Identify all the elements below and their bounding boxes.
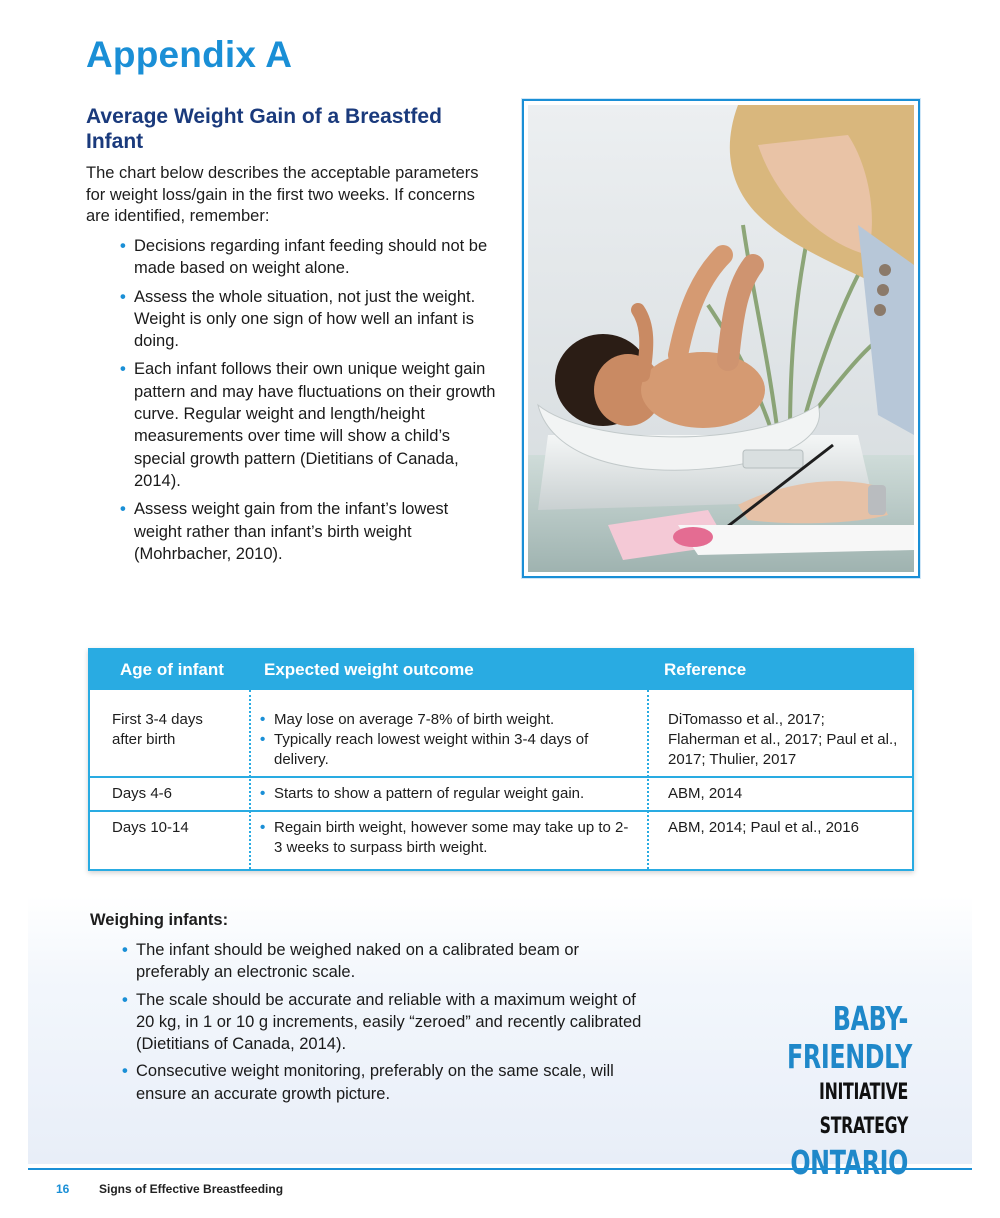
header-reference: Reference (664, 660, 747, 679)
infant-weighing-photo (528, 105, 914, 572)
weighing-title: Weighing infants: (90, 911, 229, 929)
table-cell-outcome (260, 784, 645, 804)
list-item: • The infant should be weighed naked on a calibrated beam or preferably an electronic scale. (122, 941, 580, 982)
header-outcome: Expected weight outcome (264, 660, 474, 679)
table-cell-age: Days 4-6 (112, 785, 173, 802)
page-heading: Appendix A (86, 34, 293, 75)
weighing-list (122, 939, 642, 1110)
photo-frame (522, 99, 920, 578)
list-item: • Each infant follows their own unique weight gain pattern and may have fluctuations on their growth curve. Regular weight and length/height measurements over time will show a child’s special growth pattern (Dietitians of Canada, 2014). (120, 360, 496, 490)
photo-illustration (528, 105, 914, 572)
logo-line-1: BABY-FRIENDLY (787, 999, 913, 1076)
table-cell-reference: ABM, 2014; Paul et al., 2016 (668, 819, 859, 836)
table-cell-outcome (260, 710, 635, 770)
table-header (90, 650, 912, 690)
bullet-icon: • (122, 941, 128, 959)
list-item: • The scale should be accurate and reliable with a maximum weight of 20 kg, in 1 or 10 g increments, easily “zeroed” and recently calibrated (Dietitians of Canada, 2014). (122, 990, 642, 1054)
guidance-list (120, 235, 498, 571)
bullet-icon: • (122, 990, 128, 1009)
bullet-icon: • (120, 287, 126, 306)
list-item: • Starts to show a pattern of regular weight gain. (260, 785, 585, 802)
table-cell-age: Days 10-14 (112, 819, 189, 836)
list-item: • Typically reach lowest weight within 3-4 days of delivery. (260, 731, 589, 768)
list-item: • Regain birth weight, however some may take up to 2-3 weeks to surpass birth weight. (260, 819, 629, 856)
row-divider (90, 776, 912, 778)
list-item: • Assess the whole situation, not just the weight. Weight is only one sign of how well an infant is doing. (120, 287, 476, 351)
page-number: 16 (56, 1182, 70, 1196)
logo-line-3: ONTARIO (790, 1143, 908, 1182)
column-divider (249, 690, 251, 869)
bullet-icon: • (260, 731, 266, 748)
baby-friendly-logo (787, 999, 913, 1182)
column-divider (647, 690, 649, 869)
bullet-icon: • (120, 500, 126, 519)
footer-divider (28, 1168, 972, 1170)
bullet-icon: • (120, 360, 126, 379)
table-cell-reference: DiTomasso et al., 2017; Flaherman et al., 2017; Paul et al., 2017; Thulier, 2017 (668, 711, 898, 768)
bullet-icon: • (260, 785, 266, 802)
table-cell-reference: ABM, 2014 (668, 785, 743, 802)
list-item: • May lose on average 7-8% of birth weight. (260, 711, 555, 728)
list-item: • Decisions regarding infant feeding should not be made based on weight alone. (120, 237, 488, 278)
bullet-icon: • (122, 1062, 128, 1081)
list-item: • Consecutive weight monitoring, preferably on the same scale, will ensure an accurate growth picture. (122, 1062, 614, 1103)
header-age: Age of infant (120, 660, 224, 679)
footer-title: Signs of Effective Breastfeeding (99, 1182, 284, 1196)
logo-line-2: INITIATIVE STRATEGY (819, 1080, 908, 1139)
bullet-icon: • (120, 237, 126, 255)
bullet-icon: • (260, 819, 266, 836)
list-item: • Assess weight gain from the infant’s lowest weight rather than infant’s birth weight (Mohrbacher, 2010). (120, 500, 449, 563)
intro-paragraph: The chart below describes the acceptable parameters for weight loss/gain in the first two weeks. If concerns are identified, remember: (86, 164, 479, 225)
section-subheading: Average Weight Gain of a Breastfed Infant (86, 105, 442, 153)
weight-outcome-table (88, 648, 914, 871)
bullet-icon: • (260, 711, 266, 728)
table-cell-outcome (260, 818, 635, 858)
row-divider (90, 810, 912, 812)
table-cell-age: First 3-4 days after birth (112, 711, 203, 748)
